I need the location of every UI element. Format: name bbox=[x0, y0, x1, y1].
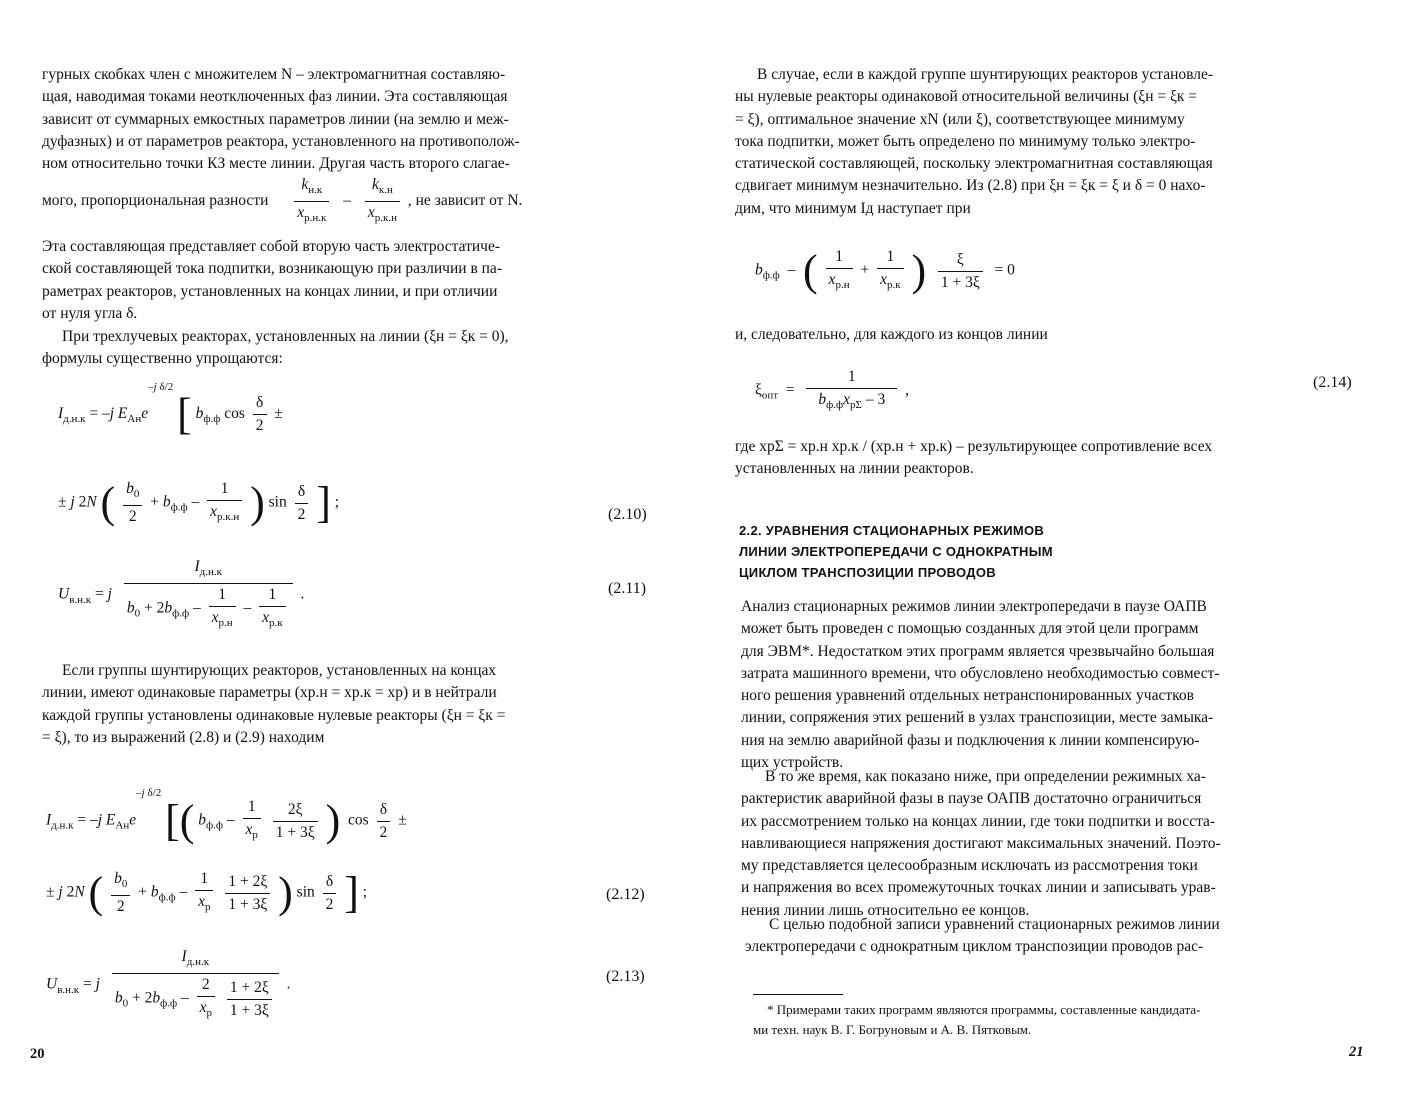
text-fragment: мого, пропорциональная разности bbox=[42, 192, 269, 210]
heading-line: ЛИНИИ ЭЛЕКТРОПЕРЕДАЧИ С ОДНОКРАТНЫМ bbox=[739, 544, 1053, 559]
text-line: зависит от суммарных емкостных параметров линии (на землю и меж- bbox=[42, 110, 509, 128]
equation-2-14: $\xi_{опт}$ = $\frac{1}{b_{ф.ф}x_{р\Sigma} - 3}$ , bbox=[755, 368, 909, 412]
text-line: и напряжения во всех промежуточных точках линии и записывать урав- bbox=[741, 879, 1216, 897]
text-line: дим, что минимум Iд наступает при bbox=[735, 199, 971, 217]
equation-number-2-10: (2.10) bbox=[608, 506, 647, 523]
text-line: от нуля угла δ. bbox=[42, 304, 138, 322]
fraction-kn: $\frac{k_{н.к}}{x_{р.н.к}}$ bbox=[294, 174, 329, 229]
text-line: где xрΣ = xр.н xр.к / (xр.н + xр.к) – результирующее сопротивление всех bbox=[735, 438, 1213, 455]
equation-2-13: $U_{в.н.к} = j$ $I_{д.н.к}$ $b_0 + 2b_{ф.ф}$ – $\frac{2}{x_р}$ $\frac{1 + 2\xi}{1 + 3\xi}$ . bbox=[46, 948, 291, 1020]
footnote-line: ми техн. наук В. Г. Богруновым и А. В. Пятковым. bbox=[753, 1022, 1032, 1037]
equation-number-2-14: (2.14) bbox=[1313, 374, 1352, 391]
text-line: ской составляющей тока подпитки, возникающую при различии в па- bbox=[42, 260, 502, 278]
text-line: формулы существенно упрощаются: bbox=[42, 350, 283, 368]
fraction-kk: $\frac{k_{к.н}}{x_{р.к.н}}$ bbox=[365, 174, 400, 229]
equation-2-11: $U_{в.н.к} = j$ $I_{д.н.к}$ $b_0 + 2b_{ф.ф}$ – $\frac{1}{x_{р.н}}$ – $\frac{1}{x_{р.к}}$ . bbox=[58, 558, 305, 630]
text-line: Эта составляющая представляет собой вторую часть электростатиче- bbox=[42, 238, 500, 255]
text-line: му представляется целесообразным исключать из рассмотрения токи bbox=[741, 857, 1198, 875]
equation-number-2-12: (2.12) bbox=[606, 886, 645, 903]
right-paragraph-2: и, следовательно, для каждого из концов линии bbox=[735, 326, 1048, 343]
equation-number-2-11: (2.11) bbox=[608, 580, 647, 597]
text-line: может быть проведен с помощью созданных для этой цели программ bbox=[741, 620, 1199, 638]
right-paragraph-5 bbox=[741, 766, 1377, 922]
equation-2-12-line-2: ± j 2N ( $\frac{b_0}{2}$ + $b_{ф.ф}$ – $\frac{1}{x_р}$ $\frac{1 + 2\xi}{1 + 3\xi}$ ) sin $\frac{\delta}{2}$ ] ; bbox=[46, 868, 368, 918]
text-line: каждой группы установлены одинаковые нулевые реакторы (ξн = ξк = bbox=[42, 706, 506, 724]
text-line: щих устройств. bbox=[741, 754, 844, 772]
equation-number-2-13: (2.13) bbox=[606, 968, 645, 985]
footnote bbox=[753, 1000, 1381, 1040]
equation-2-12-line-1: $I_{д.н.к} = -j$ $E_{Aн}e^{-j \delta/2}$ [( $b_{ф.ф}$ – $\frac{1}{x_р}$ $\frac{2\xi}{1 + 3\xi}$ ) cos $\frac{\delta}{2}$ ± bbox=[46, 787, 407, 846]
text-line: гурных скобках член с множителем N – электромагнитная составляю- bbox=[42, 66, 506, 83]
left-paragraph-2 bbox=[42, 236, 674, 325]
text-line: электропередачи с однократным циклом транспозиции проводов рас- bbox=[745, 938, 1204, 956]
text-line: ны нулевые реакторы одинаковой относительной величины (ξн = ξк = bbox=[735, 88, 1198, 106]
equation-2-10-line-2: ± j 2N ( $\frac{b_0}{2}$ + $b_{ф.ф}$ – $\frac{1}{x_{р.к.н}}$ ) sin $\frac{\delta}{2}$ ] ; bbox=[58, 478, 340, 528]
left-paragraph-3 bbox=[42, 326, 674, 371]
right-page bbox=[701, 0, 1402, 1112]
text-line: тока подпитки, может быть определено по минимуму только электро- bbox=[735, 132, 1196, 150]
text-line: статической составляющей, поскольку электромагнитная составляющая bbox=[735, 155, 1213, 173]
right-paragraph-4 bbox=[741, 596, 1373, 774]
footnote-line: * Примерами таких программ являются программы, составленные кандидата- bbox=[767, 1002, 1201, 1017]
text-fragment: , не зависит от N. bbox=[407, 192, 523, 210]
left-paragraph-4 bbox=[42, 660, 664, 749]
text-line: установленных на линии реакторов. bbox=[735, 460, 974, 478]
text-line: линии, имеют одинаковые параметры (xр.н = xр.к = xр) и в нейтрали bbox=[42, 684, 497, 702]
text-line: ния на землю аварийной фазы и подключения к линии компенсирую- bbox=[741, 731, 1200, 749]
text-line: щая, наводимая токами неотключенных фаз линии. Эта составляющая bbox=[42, 88, 508, 106]
equation-min-condition: $b_{ф.ф}$ – ( $\frac{1}{x_{р.н}}$ + $\frac{1}{x_{р.к}}$ ) $\frac{\xi}{1 + 3\xi}$ = 0 bbox=[755, 246, 1015, 296]
text-line: нения линии лишь относительно ее концов. bbox=[741, 901, 1030, 919]
text-line: = ξ), то из выражений (2.8) и (2.9) находим bbox=[42, 728, 325, 746]
text-line: затрата машинного времени, что обусловлено необходимостью совмест- bbox=[741, 664, 1220, 682]
text-line: В то же время, как показано ниже, при определении режимных ха- bbox=[765, 768, 1206, 785]
page-number-right: 21 bbox=[1349, 1044, 1364, 1060]
section-heading bbox=[739, 520, 1053, 583]
text-line: навливающиеся напряжения достигают максимальных значений. Поэто- bbox=[741, 834, 1221, 852]
text-line: их рассмотрением только на концах линии, где токи подпитки и восста- bbox=[741, 812, 1216, 830]
text-line: сдвигает минимум незначительно. Из (2.8) при ξн = ξк = ξ и δ = 0 нахо- bbox=[735, 177, 1206, 195]
left-paragraph-1-tail: мого, пропорциональная разности $\frac{k_{н.к}}{x_{р.н.к}}$ – $\frac{k_{к.н}}{x_{р.к.н}}$ , не зависит от N. bbox=[42, 174, 674, 229]
heading-line: ЦИКЛОМ ТРАНСПОЗИЦИИ ПРОВОДОВ bbox=[739, 565, 996, 580]
text-line: С целью подобной записи уравнений стационарных режимов линии bbox=[769, 916, 1220, 933]
footnote-separator bbox=[753, 994, 843, 995]
text-line: рактеристик аварийной фазы в паузе ОАПВ достаточно ограничиться bbox=[741, 790, 1202, 808]
text-line: линии, сопряжения этих решений в узлах транспозиции, месте замыка- bbox=[741, 709, 1214, 727]
text-line: ном относительно точки КЗ месте линии. Другая часть второго слагае- bbox=[42, 155, 510, 173]
text-line: Анализ стационарных режимов линии электропередачи в паузе ОАПВ bbox=[741, 598, 1207, 615]
right-paragraph-3 bbox=[735, 436, 1371, 481]
text-line: При трехлучевых реакторах, установленных на линии (ξн = ξк = 0), bbox=[62, 328, 509, 345]
text-line: для ЭВМ*. Недостатком этих программ является чрезвычайно большая bbox=[741, 642, 1215, 660]
right-paragraph-1 bbox=[735, 64, 1367, 220]
text-line: раметрах реакторов, установленных на концах линии, и при отличии bbox=[42, 282, 498, 300]
right-paragraph-6 bbox=[745, 914, 1381, 959]
page-number-left: 20 bbox=[30, 1046, 45, 1062]
text-line: ного решения уравнений отдельных нетранспонированных участков bbox=[741, 687, 1194, 705]
heading-line: 2.2. УРАВНЕНИЯ СТАЦИОНАРНЫХ РЕЖИМОВ bbox=[739, 523, 1045, 538]
text-line: дуфазных) и от параметров реактора, установленного на противополож- bbox=[42, 132, 520, 150]
equation-2-10-line-1: $I_{д.н.к} = -j$ $E_{Aн}e^{-j \delta/2}$ [ $b_{ф.ф}$ cos $\frac{\delta}{2}$ ± bbox=[58, 380, 283, 439]
text-line: Если группы шунтирующих реакторов, установленных на концах bbox=[62, 662, 497, 679]
text-line: = ξ), оптимальное значение xN (или ξ), соответствующее минимуму bbox=[735, 110, 1185, 128]
left-paragraph-1 bbox=[42, 64, 674, 175]
text-line: В случае, если в каждой группе шунтирующих реакторов установле- bbox=[757, 66, 1214, 83]
